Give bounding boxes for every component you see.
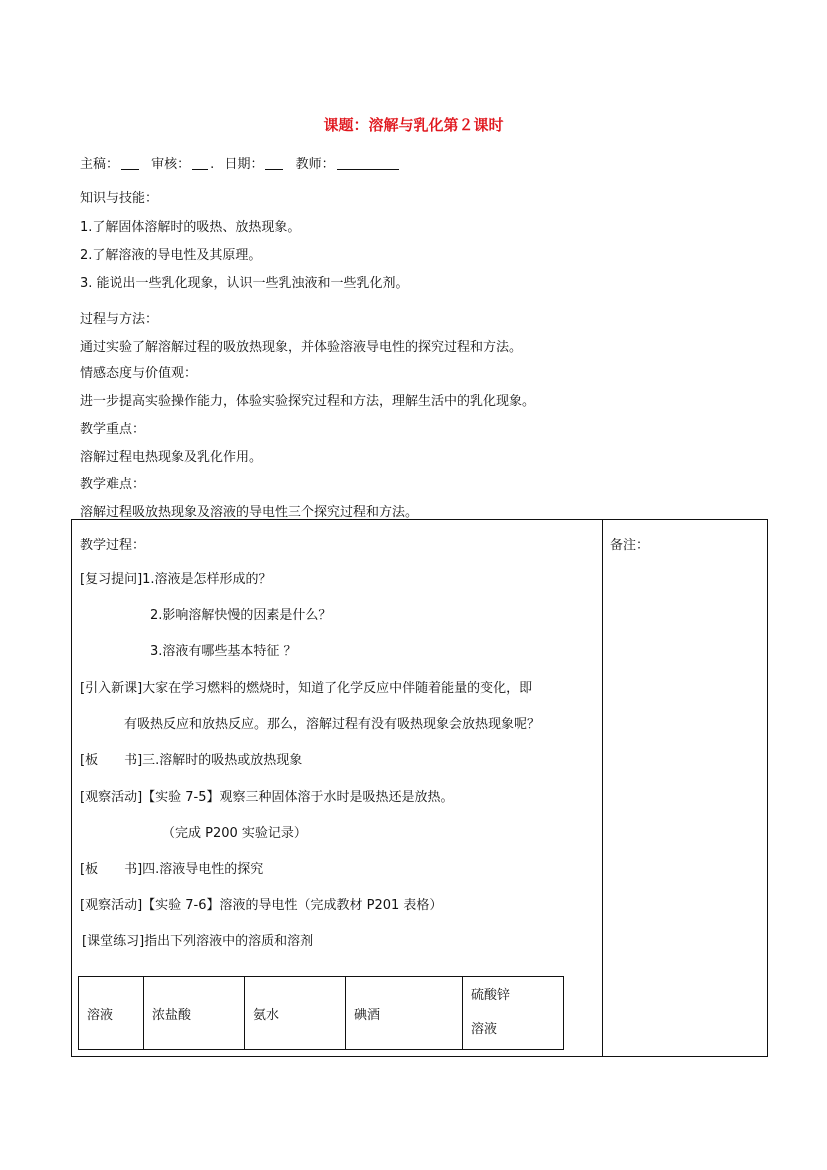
intro-text: 有吸热反应和放热反应。那么，溶解过程有没有吸热现象会放热现象呢？ [124,717,541,732]
author-blank [121,156,139,170]
observe-activity: [观察活动]【实验 7-6】溶液的导电性（完成教材 P201 表格） [80,898,443,913]
review-question: 3.溶液有哪些基本特征 ？ [150,644,297,659]
process-text: 通过实验了解溶解过程的吸放热现象，并体验溶液导电性的探究过程和方法。 [80,340,523,355]
process-heading-cell: 教学过程： [80,538,146,553]
knowledge-heading: 知识与技能： [80,191,159,206]
key-points-heading: 教学重点： [80,422,146,437]
board-note [80,749,302,768]
review-suffix: . [210,157,215,172]
process-heading: 过程与方法： [80,312,159,327]
observe-activity: [观察活动]【实验 7-5】观察三种固体溶于水时是吸热还是放热。 [80,790,454,805]
board-text: 四.溶液导电性的探究 [142,862,264,877]
attitude-heading: 情感态度与价值观： [80,366,198,381]
date-blank [265,156,283,170]
board-label: [板 书] [80,862,143,877]
review-question: [复习提问]1.溶液是怎样形成的？ [80,572,272,587]
board-label: [板 书] [80,753,143,768]
teacher-label: 教师： [295,157,335,172]
difficulties-heading: 教学难点： [80,477,146,492]
table-cell-line: 溶液 [471,1022,498,1037]
table-cell [463,977,564,1050]
board-note [80,858,263,877]
table-cell: 浓盐酸 [144,977,245,1050]
page-title: 课题：溶解与乳化第２课时 [323,116,504,134]
table-cell-line: 硫酸锌 [471,988,511,1003]
review-label: 审核： [151,157,191,172]
lesson-table [71,519,768,1057]
observe-note: （完成 P200 实验记录） [162,826,307,841]
table-cell: 氨水 [245,977,346,1050]
board-text: 三.溶解时的吸热或放热现象 [142,753,303,768]
notes-heading: 备注： [610,538,650,553]
review-question: 2.影响溶解快慢的因素是什么？ [150,608,332,623]
review-blank [192,156,208,170]
difficulties-text: 溶解过程吸放热现象及溶液的导电性三个探究过程和方法。 [80,505,419,520]
table-row [79,977,564,1050]
column-divider [602,520,603,1056]
meta-line [80,153,401,172]
key-points-text: 溶解过程电热现象及乳化作用。 [80,450,263,465]
attitude-text: 进一步提高实验操作能力，体验实验探究过程和方法，理解生活中的乳化现象。 [80,394,536,409]
teacher-blank [337,156,399,170]
table-cell: 溶液 [79,977,144,1050]
knowledge-item: 1.了解固体溶解时的吸热、放热现象。 [80,220,301,235]
practice-prompt: [课堂练习]指出下列溶液中的溶质和溶剂 [82,934,314,949]
intro-text: [引入新课]大家在学习燃料的燃烧时，知道了化学反应中伴随着能量的变化，即 [80,681,533,696]
date-label: 日期： [224,157,264,172]
knowledge-item: 2.了解溶液的导电性及其原理。 [80,248,262,263]
table-cell: 碘酒 [346,977,463,1050]
practice-table [78,976,564,1050]
author-label: 主稿： [80,157,120,172]
knowledge-item: 3. 能说出一些乳化现象，认识一些乳浊液和一些乳化剂。 [80,276,409,291]
